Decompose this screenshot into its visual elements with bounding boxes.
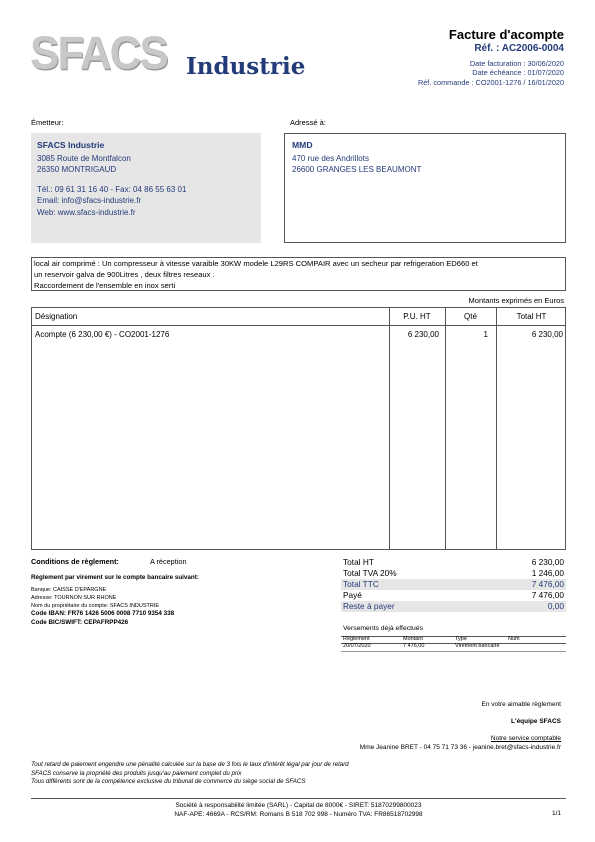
payment-date: 20/07/2020 <box>343 643 371 649</box>
emitter-label: Émetteur: <box>31 118 64 127</box>
row-quantity: 1 <box>483 330 488 339</box>
total-tva-row <box>341 568 566 579</box>
order-description <box>31 257 566 291</box>
invoice-date: Date facturation : 30/06/2020 <box>469 59 564 68</box>
emitter-city: 26350 MONTRIGAUD <box>37 165 117 174</box>
accounting-service: Notre service comptable <box>490 735 561 742</box>
company-logo: SFACS <box>30 27 167 80</box>
total-ttc-row <box>341 579 566 590</box>
payments-bottom-rule <box>341 651 566 652</box>
emitter-phone: Tél.: 09 61 31 16 40 - Fax: 04 86 55 63 01 <box>37 184 187 194</box>
legal-line: SFACS conserve la propriété des produits jusqu'au paiement complet du prix <box>31 769 242 777</box>
document-title: Facture d'acompte <box>448 27 564 42</box>
account-owner: Nom du propriétaire du compte: SFACS INDUSTRIE <box>31 603 160 609</box>
footer-line: NAF-APE: 4669A - RCS/RM: Romans B 518 702 998 - Numéro TVA: FR86518702998 <box>174 811 423 818</box>
emitter-street: 3085 Route de Montfalcon <box>37 153 131 163</box>
row-total: 6 230,00 <box>531 330 563 339</box>
order-reference: Réf. commande : CO2001-1276 / 16/01/2020 <box>417 78 564 87</box>
payments-title: Versements déjà effectués <box>343 625 423 632</box>
payment-terms-label: Conditions de règlement: <box>31 557 119 566</box>
payments-top-rule <box>341 636 566 637</box>
recipient-name: MMD <box>292 140 313 150</box>
header-unit-price: P.U. HT <box>403 312 431 321</box>
company-logo-subtitle: Industrie <box>186 53 306 80</box>
accounting-contact: Mme Jeanine BRET - 04 75 71 73 36 - jeanine.bret@sfacs-industrie.fr <box>359 744 561 751</box>
total-label: Total HT <box>343 557 374 567</box>
payments-header-date: Règlement <box>343 636 370 642</box>
total-label: Total TTC <box>343 579 379 589</box>
description-line: un reservoir galva de 900Litres , deux filtres reseaux . <box>34 269 215 279</box>
total-ht-row <box>341 557 566 568</box>
row-unit-price: 6 230,00 <box>407 330 439 339</box>
total-label: Payé <box>343 590 362 600</box>
total-label: Total TVA 20% <box>343 568 397 578</box>
payment-terms-value: A réception <box>150 557 187 566</box>
team-signature: L'équipe SFACS <box>511 718 561 725</box>
header-designation: Désignation <box>35 312 78 321</box>
remaining-row <box>341 601 566 612</box>
payments-header-num: Num <box>508 636 520 642</box>
column-divider <box>445 308 446 549</box>
total-value: 1 246,00 <box>531 568 564 578</box>
recipient-box <box>284 133 566 243</box>
payments-header-rule <box>341 643 566 644</box>
description-line: Raccordement de l'ensemble en inox serti <box>34 280 176 290</box>
due-date: Date échéance : 01/07/2020 <box>472 68 564 77</box>
emitter-email: Email: info@sfacs-industrie.fr <box>37 196 142 205</box>
bank-address: Adresse: TOURNON SUR RHONE <box>31 595 117 601</box>
greeting: En votre aimable règlement <box>481 701 561 708</box>
payment-amount: 7 476,00 <box>403 643 425 649</box>
header-quantity: Qté <box>464 312 477 321</box>
legal-line: Tous différents sont de la compétence exclusive du tribunal de commerce du siège social de SFACS <box>31 778 306 786</box>
emitter-website: Web: www.sfacs-industrie.fr <box>37 207 136 217</box>
emitter-box <box>31 133 261 243</box>
currency-note: Montants exprimés en Euros <box>468 296 564 305</box>
row-designation: Acompte (6 230,00 €) - CO2001-1276 <box>35 330 170 339</box>
total-value: 6 230,00 <box>531 557 564 567</box>
description-line: local air comprimé : Un compresseur à vitesse varaible 30KW modele L29RS COMPAIR avec un secheur par refrigeration ED660 et <box>34 259 478 268</box>
items-table <box>31 307 566 550</box>
header-total: Total HT <box>516 312 547 321</box>
table-header-divider <box>32 325 565 326</box>
recipient-city: 26600 GRANGES LES BEAUMONT <box>292 165 422 174</box>
bic-swift: Code BIC/SWIFT: CEPAFRPP426 <box>31 619 129 626</box>
payment-type: Virement bancaire <box>455 643 500 649</box>
recipient-label: Adressé à: <box>290 118 326 127</box>
emitter-name: SFACS Industrie <box>37 140 105 150</box>
legal-line: Tout retard de paiement engendre une pénalité calculée sur la base de 3 fois le taux d'intérêt légal par jour de retard <box>31 761 349 768</box>
paid-row <box>341 590 566 601</box>
total-value: 7 476,00 <box>531 579 564 589</box>
total-value: 7 476,00 <box>531 590 564 600</box>
recipient-street: 470 rue des Andrillots <box>292 153 369 163</box>
payments-header-amount: Montant <box>403 636 423 642</box>
column-divider <box>389 308 390 549</box>
bank-name: Banque: CAISSE D'EPARGNE <box>31 587 107 593</box>
invoice-reference: Réf. : AC2006-0004 <box>474 43 564 54</box>
total-label: Reste à payer <box>343 601 395 611</box>
page-number: 1/1 <box>551 810 561 817</box>
total-value: 0,00 <box>547 601 564 611</box>
column-divider <box>496 308 497 549</box>
company-legal-footer <box>31 801 566 819</box>
payments-header-type: Type <box>455 636 467 642</box>
footer-line: Société à responsabilité limitée (SARL) - Capital de 8000€ - SIRET: 51870299800023 <box>175 802 422 809</box>
legal-notice <box>31 761 349 787</box>
footer-divider <box>31 798 566 799</box>
bank-transfer-title: Règlement par virement sur le compte bancaire suivant: <box>31 574 199 581</box>
iban: Code IBAN: FR76 1426 5006 0008 7710 9354 338 <box>31 610 175 617</box>
